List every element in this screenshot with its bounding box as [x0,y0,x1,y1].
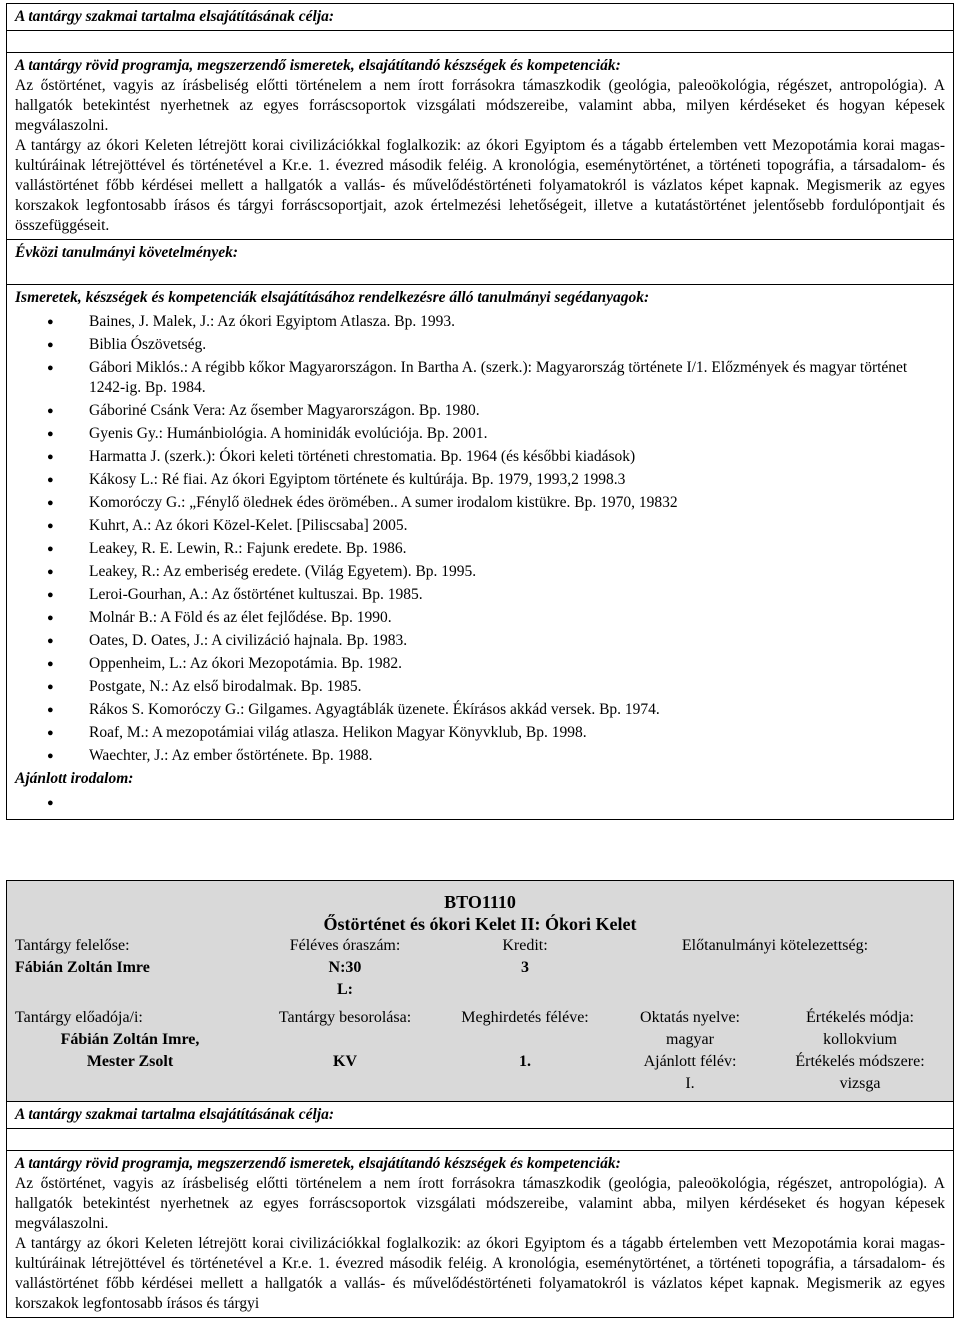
recommended-sem-value: I. [685,1075,695,1092]
reference-item: ● Komoróczy G.: „Fénylő öledнek édes örömében.. A sumer irodalom kistükre. Bp. 1970, 19832 [15,493,945,513]
credit-value: 3 [521,959,529,976]
reference-item: ● Biblia Ószövetség. [15,335,945,355]
course-header [7,881,953,1101]
requirements-section [7,240,953,285]
goal-heading: A tantárgy szakmai tartalma elsajátításának célja: [7,4,953,31]
reference-item: ● Harmatta J. (szerk.): Ókori keleti történeti chrestomatia. Bp. 1964 (és későbbi kiadások) [15,447,945,467]
course-header-table [6,880,954,1318]
program-section-2 [7,1151,953,1317]
responsible-label: Tantárgy felelőse: [15,937,130,954]
recommended-sem-label: Ajánlott félév: [643,1053,737,1070]
materials-section [7,285,953,819]
reference-item: ● Gáboriné Csánk Vera: Az ősember Magyarországon. Bp. 1980. [15,401,945,421]
reference-item: ● Postgate, N.: Az első birodalmak. Bp. 1985. [15,677,945,697]
goal-heading-2: A tantárgy szakmai tartalma elsajátításának célja: [7,1101,953,1129]
responsible-name: Fábián Zoltán Imre [15,959,150,976]
reference-item: ● Waechter, J.: Az ember őstörténete. Bp. 1988. [15,746,945,766]
lecturer-label: Tantárgy előadója/i: [15,1009,143,1026]
recommended-list [15,793,945,813]
lecturer-name-1: Fábián Zoltán Imre, [60,1031,200,1048]
lecturer-name-2: Mester Zsolt [86,1053,174,1070]
program-paragraph-2: A tantárgy az ókori Keleten létrejött korai civilizációkkal foglalkozik: az ókori Egyiptom és a tágabb értelemben vett Mezopotámia korai magas-kultúráinak létrejöttével és történetével a Kr.e. 1. évezred második feléig. A kronológia, eseménytörténet, a történeti topográfia, a társadalom- és vallástörténet főbb kérdései mellett a hallgatók a vallás- és művelődéstörténeti folyamatokról is vázlatos képet kapnak. Megismerik az egyes korszakok legfontosabb írásos és tárgyi forráscsoportjait, azok értelmezési lehetőségeit, illetve a kutatástörténet jelentősebb fordulópontjait és összefüggéseit. [15,137,945,234]
reference-item: ● Leakey, R. E. Lewin, R.: Fajunk eredete. Bp. 1986. [15,539,945,559]
reference-item: ● Leakey, R.: Az emberiség eredete. (Világ Egyetem). Bp. 1995. [15,562,945,582]
reference-item: ● Rákos S. Komoróczy G.: Gilgames. Agyagtáblák üzenete. Ékírásos akkád versek. Bp. 1974. [15,700,945,720]
goal-empty-row-2 [7,1129,953,1151]
reference-list [15,312,945,766]
reference-item: ● Kákosy L.: Ré fiai. Az ókori Egyiptom története és kultúrája. Bp. 1979, 1993,2 1998.3 [15,470,945,490]
recommended-heading: Ajánlott irodalom: [15,770,134,787]
hours-label: Féléves óraszám: [289,937,401,954]
program-section [7,53,953,240]
semester-value: 1. [519,1053,531,1070]
eval-mode-label: Értékelés módja: [806,1009,914,1026]
classification-label: Tantárgy besorolása: [278,1009,412,1026]
course-info-grid [15,935,945,1095]
reference-item: ● Kuhrt, A.: Az ókori Közel-Kelet. [Piliscsaba] 2005. [15,516,945,536]
eval-mode-value: kollokvium [823,1031,897,1048]
hours-l-value: L: [337,981,353,998]
course-title: Őstörténet és ókori Kelet II: Ókori Kelet [323,914,637,934]
goal-empty-row [7,31,953,53]
program-paragraph-1: Az őstörténet, vagyis az írásbeliség előtti történelem a nem írott forrásokra támaszkodik (geológia, paleoökológia, régészet, antropológia). A hallgatók betekintést nyerhetnek az egyes forráscsoportok vizsgálati módszereibe, valamint abba, milyen kérdéseket és hogyan képesek megválaszolni. [15,77,945,134]
reference-item: ● Oppenheim, L.: Az ókori Mezopotámia. Bp. 1982. [15,654,945,674]
course-description-block [6,3,954,820]
language-value: magyar [666,1031,714,1048]
reference-item: ● Molnár B.: A Föld és az élet fejlődése. Bp. 1990. [15,608,945,628]
credit-label: Kredit: [502,937,548,954]
reference-item: ● Gábori Miklós.: A régibb kőkor Magyarországon. In Bartha A. (szerk.): Magyarország története I/1. Előzmények és magyar történet 1242-ig. Bp. 1984. [15,358,945,398]
classification-value: KV [333,1053,357,1070]
reference-item: ● Oates, D. Oates, J.: A civilizáció hajnala. Bp. 1983. [15,631,945,651]
requirements-heading: Évközi tanulmányi követelmények: [15,244,239,261]
reference-item: ● Leroi-Gourhan, A.: Az őstörténet kultuszai. Bp. 1985. [15,585,945,605]
program-paragraph-1b: Az őstörténet, vagyis az írásbeliség előtti történelem a nem írott forrásokra támaszkodik (geológia, paleoökológia, régészet, antropológia). A hallgatók betekintést nyerhetnek az egyes forráscsoportok vizsgálati módszereibe, valamint abba, milyen kérdéseket és hogyan képesek megválaszolni. [15,1175,945,1232]
materials-heading: Ismeretek, készségek és kompetenciák elsajátításához rendelkezésre álló tanulmányi segédanyagok: [15,289,650,306]
eval-method-label: Értékelés módszere: [795,1053,925,1070]
program-paragraph-2b: A tantárgy az ókori Keleten létrejött korai civilizációkkal foglalkozik: az ókori Egyiptom és a tágabb értelemben vett Mezopotámia korai magas-kultúráinak létrejöttével és történetével a Kr.e. 1. évezred második feléig. A kronológia, eseménytörténet, a történeti topográfia, a társadalom- és vallástörténet főbb kérdései mellett a hallgatók a vallás- és művelődéstörténeti folyamatokról is vázlatos képet kapnak. Megismerik az egyes korszakok legfontosabb írásos és tárgyi [15,1235,945,1312]
eval-method-value: vizsga [839,1075,881,1092]
reference-item: ● Roaf, M.: A mezopotámiai világ atlasza. Helikon Magyar Könyvklub, Bp. 1998. [15,723,945,743]
semester-label: Meghirdetés féléve: [461,1009,589,1026]
reference-item: ● Gyenis Gy.: Humánbiológia. A hominidák evolúciója. Bp. 2001. [15,424,945,444]
program-heading: A tantárgy rövid programja, megszerzendő ismeretek, elsajátítandó készségek és kompetenciák: [15,57,621,74]
course-code: BTO1110 [444,892,516,912]
reference-item: ● Baines, J. Malek, J.: Az ókori Egyiptom Atlasza. Bp. 1993. [15,312,945,332]
program-heading-2: A tantárgy rövid programja, megszerzendő ismeretek, elsajátítandó készségek és kompetenciák: [15,1155,621,1172]
hours-value: N:30 [328,959,362,976]
language-label: Oktatás nyelve: [640,1009,740,1026]
recommended-item-empty [15,793,945,813]
prereq-label: Előtanulmányi kötelezettség: [681,937,869,954]
